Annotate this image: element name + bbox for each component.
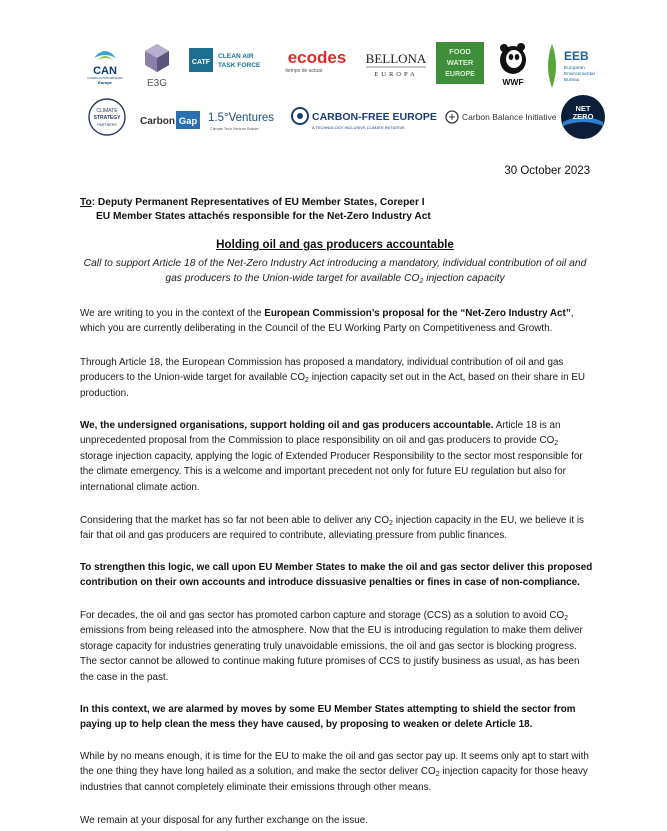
paragraph-6 [80,608,593,685]
food-water-europe-logo-icon [436,42,484,84]
svg-text:1.5°Ventures: 1.5°Ventures [208,112,274,124]
logo-climate-strategy [86,97,128,137]
net-zero-logo-icon [560,94,606,140]
can-logo-icon [86,42,124,88]
svg-text:ZERO: ZERO [572,112,594,121]
letter-date: 30 October 2023 [504,165,590,177]
svg-text:FOOD: FOOD [449,47,471,56]
to-label: To [80,197,92,208]
svg-text:WWF: WWF [502,77,524,87]
p6-text-b: emissions from being released into the atmosphere. Now that the EU is introducing regulation to make them deliver storage capacity for industries generating truly unavoidable emissions, the oil and gas sector is blocking progress. The sector cannot be allowed to continue making future promises of CCS to justify business as usual, as has been the case in the past. [80,625,583,683]
p7-bold: In this context, we are alarmed by moves by some EU Member States attempting to shield the sector from paying up to help clean the mess they have caused, by proposing to weaken or delete Article 18. [80,704,576,731]
p1-bold: European Commission’s proposal for the “Net-Zero Industry Act” [264,308,571,319]
logo-ecodes [276,46,358,76]
svg-text:Environmental: Environmental [564,72,595,77]
e3g-logo-icon [140,40,174,90]
p8-text-a: While by no means enough, it is time for the EU to make the oil and gas sector pay up. It seems only apt to start with the one thing they have long hailed as a solution, and make the sector deliver CO [80,751,589,778]
svg-text:Carbon: Carbon [140,116,175,127]
svg-text:CARBON-FREE EUROPE: CARBON-FREE EUROPE [312,111,437,123]
svg-text:Carbon Balance Initiative: Carbon Balance Initiative [462,112,557,122]
svg-text:European: European [564,66,585,71]
svg-text:Bureau: Bureau [564,78,580,83]
recipients-line-1 [80,196,431,210]
p8-sub: 2 [435,771,440,779]
ventures-logo-icon [206,105,284,135]
paragraph-4 [80,513,593,544]
p5-bold: To strengthen this logic, we call upon EU Member States to make the oil and gas sector deliver this proposed contribution on their own accounts and introduce dissuasive penalties or fines in case of non-compliance. [80,562,593,589]
p3-text-a: Article 18 is an unprecedented proposal from the Commission to place responsibility on oil and gas producers to provide CO [80,420,561,447]
svg-text:Gap: Gap [178,116,198,127]
recipients-block [80,196,431,224]
svg-text:CLIMATE: CLIMATE [96,108,118,114]
svg-text:Climate Tech Venture Builder: Climate Tech Venture Builder [210,127,259,131]
svg-text:E3G: E3G [146,78,168,89]
p9-text-a: We remain at your disposal for any further exchange on the issue. [80,815,368,826]
carbon-gap-logo-icon [138,108,202,132]
logo-bellona [364,48,428,80]
p2-text-a: Through Article 18, the European Commission has proposed a mandatory, individual contribution of oil and gas producers to the Union-wide target for available CO [80,357,564,384]
p1-text-b: , which you are currently deliberating in the Council of the EU Working Party on Competitiveness and Growth. [80,308,574,335]
svg-text:CAN: CAN [93,65,117,77]
catf-logo-icon [188,46,270,76]
recipients-line-2: EU Member States attachés responsible for the Net-Zero Industry Act [96,211,431,222]
p4-text-a: Considering that the market has so far not been able to deliver any CO [80,515,390,526]
svg-text:NET: NET [575,104,591,113]
logo-catf [188,46,270,76]
logo-carbon-balance [444,106,560,128]
p8-text-b: injection capacity for those heavy industries that cannot completely eliminate their emissions through other means. [80,766,588,793]
logo-wwf [496,42,530,88]
svg-text:EUROPE: EUROPE [445,71,475,78]
carbon-free-europe-logo-icon [290,104,444,134]
svg-text:Europe: Europe [98,80,112,85]
p3-text-b: storage injection capacity, applying the logic of Extended Producer Responsibility to the sector most responsible for the climate emergency. This is a welcome and important precedent not only for future EU regulation but also for international climate action. [80,450,583,493]
logo-can [86,42,124,88]
svg-text:CLEAN AIR: CLEAN AIR [218,53,254,60]
svg-text:ecodes: ecodes [287,48,347,67]
paragraph-9 [80,813,593,828]
logo-food-water-europe [436,42,484,84]
p4-text-b: injection capacity in the EU, we believe it is fair that oil and gas producers are required to contribute, alleviating pressure from public finances. [80,515,584,542]
p3-sub: 2 [554,440,559,448]
svg-text:WATER: WATER [446,58,474,67]
subtitle-text-b: injection capacity [423,273,505,284]
p4-sub: 2 [389,520,393,527]
svg-text:STRATEGY: STRATEGY [93,115,121,121]
bellona-logo-icon [364,48,428,80]
paragraph-3 [80,418,593,495]
svg-text:EEB: EEB [564,49,589,63]
svg-text:A TECHNOLOGY INCLUSIVE CLIMATE: A TECHNOLOGY INCLUSIVE CLIMATE INITIATIVE [312,125,405,130]
svg-text:PARTNERS: PARTNERS [97,123,117,127]
climate-strategy-logo-icon [86,97,128,137]
paragraph-5 [80,560,593,591]
logo-1-5-ventures [206,105,284,135]
svg-text:CLIMATE ACTION NETWORK: CLIMATE ACTION NETWORK [87,77,123,80]
p6-text-a: For decades, the oil and gas sector has promoted carbon capture and storage (CCS) as a solution to avoid CO [80,610,565,621]
panda-icon [496,42,530,88]
letter-title: Holding oil and gas producers accountable [216,238,454,251]
paragraph-8 [80,749,593,795]
p2-text-b: injection capacity set out in the Act, based on their share in EU production. [80,372,586,399]
svg-text:BELLONA: BELLONA [365,51,427,66]
svg-text:CATF: CATF [191,59,211,66]
subtitle-text-a: Call to support Article 18 of the Net-Zero Industry Act introducing a mandatory, individual contribution of oil and gas producers to the Union-wide target for available CO [83,258,587,284]
p6-sub: 2 [564,615,569,622]
logo-carbon-gap [138,108,202,132]
svg-text:EUROPA: EUROPA [374,71,418,78]
paragraph-1 [80,306,593,337]
paragraph-7 [80,702,593,733]
subtitle-sub: 2 [419,278,424,285]
ecodes-logo-icon [276,46,358,76]
recipients-primary: : Deputy Permanent Representatives of EU Member States, Coreper I [91,197,425,208]
eeb-logo-icon [542,40,608,92]
letter-subtitle [80,256,590,286]
p2-sub: 2 [305,377,309,385]
logo-e3g [140,40,174,90]
logo-carbon-free-europe [290,104,444,134]
p3-bold: We, the undersigned organisations, support holding oil and gas producers accountable. [80,420,494,431]
carbon-balance-logo-icon [444,106,560,128]
p1-text-a: We are writing to you in the context of the [80,308,265,319]
paragraph-2 [80,355,593,401]
logo-net-zero [560,94,606,140]
svg-text:tiempo de actuar: tiempo de actuar [285,68,323,74]
logo-eeb [542,40,608,92]
svg-text:TASK FORCE: TASK FORCE [218,62,261,69]
